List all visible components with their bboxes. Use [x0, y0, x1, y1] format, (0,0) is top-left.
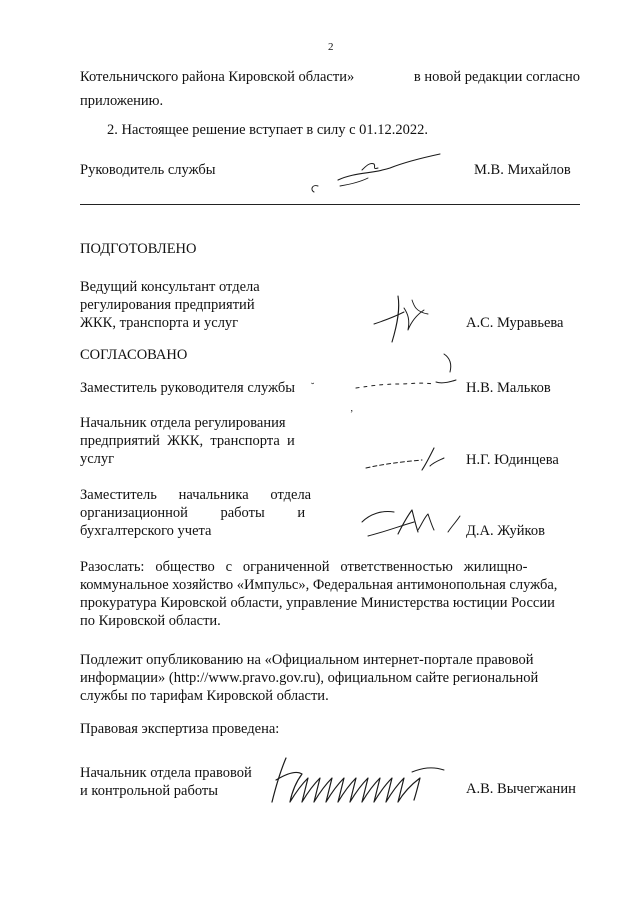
intro-line-1-left: Котельничского района Кировской области» [80, 69, 355, 85]
publication-line: службы по тарифам Кировской области. [80, 688, 329, 704]
approved-heading: СОГЛАСОВАНО [80, 347, 188, 363]
head-name: М.В. Михайлов [474, 162, 571, 178]
signer-2-name: Н.Г. Юдинцева [466, 452, 559, 468]
distribution-line: коммунальное хозяйство «Импульс», Федеральная антимонопольная служба, [80, 577, 558, 593]
signer-2-position-line: предприятий ЖКК, транспорта и [80, 433, 295, 449]
signer-2-position-line-justified [80, 432, 332, 450]
legal-name: А.В. Вычегжанин [466, 781, 576, 797]
page-number: 2 [328, 41, 334, 53]
signer-3-position-line: бухгалтерского учета [80, 523, 212, 539]
signer-1-position: Заместитель руководителя службы [80, 380, 296, 396]
distribution-line: по Кировской области. [80, 613, 221, 629]
legal-position [80, 764, 252, 800]
intro-line-2: приложению. [80, 93, 164, 109]
prepared-position-line: ЖКК, транспорта и услуг [80, 315, 239, 331]
signer-3-position [80, 486, 332, 540]
clause-2: 2. Настоящее решение вступает в силу с 01.12.2022. [107, 122, 429, 138]
intro-line-1 [80, 68, 580, 86]
signer-1-signature-icon [350, 348, 470, 398]
prepared-signature-icon [368, 290, 448, 350]
prepared-heading: ПОДГОТОВЛЕНО [80, 241, 197, 257]
signer-2-position-line: Начальник отдела регулирования [80, 415, 286, 431]
distribution-paragraph [80, 558, 580, 630]
prepared-position [80, 278, 260, 332]
divider-line [80, 204, 580, 205]
legal-position-line: Начальник отдела правовой [80, 765, 252, 781]
signer-2-position [80, 414, 332, 468]
distribution-line: прокуратура Кировской области, управление Министерства юстиции России [80, 595, 555, 611]
publication-line: Подлежит опубликованию на «Официальном интернет-портале правовой [80, 652, 534, 668]
legal-position-line: и контрольной работы [80, 783, 218, 799]
distribution-line: Разослать: общество с ограниченной ответственностью жилищно- [80, 559, 528, 575]
signer-1-name: Н.В. Мальков [466, 380, 551, 396]
signer-3-position-line: Заместитель начальника отдела [80, 487, 312, 503]
signer-3-name: Д.А. Жуйков [466, 523, 545, 539]
head-signature-icon [300, 148, 450, 202]
signer-3-signature-icon [354, 496, 464, 552]
prepared-name: А.С. Муравьева [466, 315, 564, 331]
publication-paragraph [80, 651, 580, 705]
signer-2-signature-icon [360, 440, 460, 480]
legal-signature-icon [262, 752, 448, 810]
legal-statement: Правовая экспертиза проведена: [80, 721, 280, 737]
signer-2-position-line: услуг [80, 451, 115, 467]
head-title: Руководитель службы [80, 162, 216, 178]
intro-line-1-right: в новой редакции согласно [413, 69, 580, 85]
signer-1-mark: ˘ [311, 382, 315, 393]
publication-line: информации» (http://www.pravo.gov.ru), официальном сайте региональной [80, 670, 539, 686]
prepared-position-line: регулирования предприятий [80, 297, 255, 313]
distribution-line-wrap [80, 558, 580, 576]
signer-3-position-line: организационной работы и [80, 505, 306, 521]
prepared-position-line: Ведущий консультант отдела [80, 279, 260, 295]
stray-mark: ʼ [350, 409, 354, 420]
